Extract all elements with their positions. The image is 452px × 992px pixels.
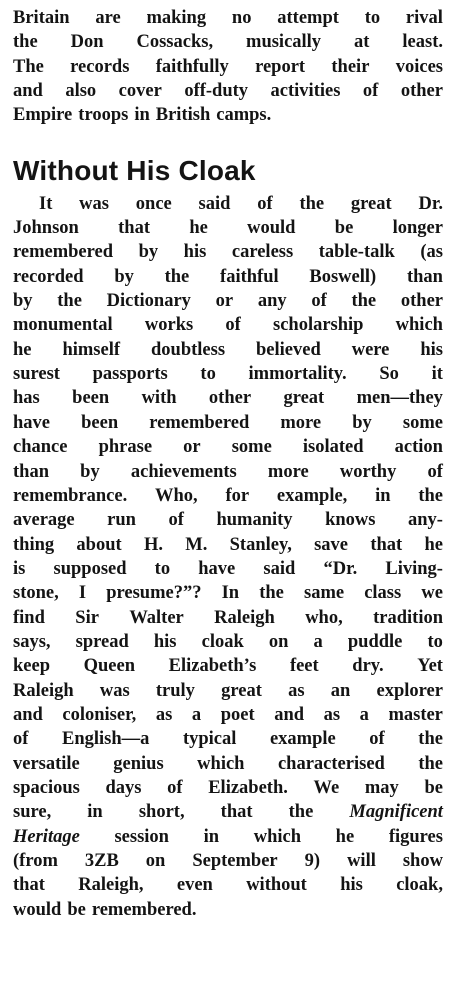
text-line: monumental works of scholarship which bbox=[13, 315, 443, 336]
text-line: find Sir Walter Raleigh who, tradition bbox=[13, 607, 443, 628]
text-line: versatile genius which characterised the bbox=[13, 753, 443, 774]
text-line: (from 3ZB on September 9) will show bbox=[13, 851, 443, 871]
body-paragraph bbox=[13, 192, 443, 922]
text-line: by the Dictionary or any of the other bbox=[13, 291, 443, 312]
text-line: keep Queen Elizabeth’s feet dry. Yet bbox=[13, 656, 443, 677]
text-line: is supposed to have said “Dr. Living- bbox=[13, 558, 443, 579]
text-line: recorded by the faithful Boswell) than bbox=[13, 266, 443, 287]
text-line: than by achievements more worthy of bbox=[13, 461, 443, 482]
text-line: would be remembered. bbox=[13, 899, 197, 920]
text-line: and coloniser, as a poet and as a master bbox=[13, 704, 443, 725]
text-line: thing about H. M. Stanley, save that he bbox=[13, 534, 443, 555]
text-line: sure, in short, that the Magnificent bbox=[13, 802, 443, 823]
text-line: have been remembered more by some bbox=[13, 412, 443, 433]
text-line: spacious days of Elizabeth. We may be bbox=[13, 777, 443, 798]
text-line: stone, I presume?”? In the same class we bbox=[13, 583, 443, 604]
text-line: Britain are making no attempt to rival bbox=[13, 8, 443, 28]
text-line: Raleigh was truly great as an explorer bbox=[13, 680, 443, 701]
text-line: remembrance. Who, for example, in the bbox=[13, 485, 443, 506]
text-line: remembered by his careless table-talk (as bbox=[13, 242, 443, 263]
text-line: surest passports to immortality. So it bbox=[13, 364, 443, 385]
text-line: he himself doubtless believed were his bbox=[13, 339, 443, 360]
text-line: the Don Cossacks, musically at least. bbox=[13, 32, 443, 53]
text-line: Johnson that he would be longer bbox=[13, 218, 443, 239]
text-line: Heritage session in which he figures bbox=[13, 826, 443, 847]
text-line: It was once said of the great Dr. bbox=[39, 193, 443, 214]
text-line: says, spread his cloak on a puddle to bbox=[13, 631, 443, 652]
article-page bbox=[13, 0, 443, 922]
text-line: Empire troops in British camps. bbox=[13, 105, 272, 126]
text-line: and also cover off-duty activities of other bbox=[13, 81, 443, 102]
intro-paragraph bbox=[13, 6, 443, 128]
text-line: chance phrase or some isolated action bbox=[13, 437, 443, 458]
text-line: that Raleigh, even without his cloak, bbox=[13, 875, 443, 896]
text-line: has been with other great men—they bbox=[13, 388, 443, 409]
section-heading: Without His Cloak bbox=[13, 154, 256, 186]
text-line: The records faithfully report their voices bbox=[13, 56, 443, 77]
text-line: of English—a typical example of the bbox=[13, 729, 443, 750]
text-line: average run of humanity knows any- bbox=[13, 510, 443, 531]
